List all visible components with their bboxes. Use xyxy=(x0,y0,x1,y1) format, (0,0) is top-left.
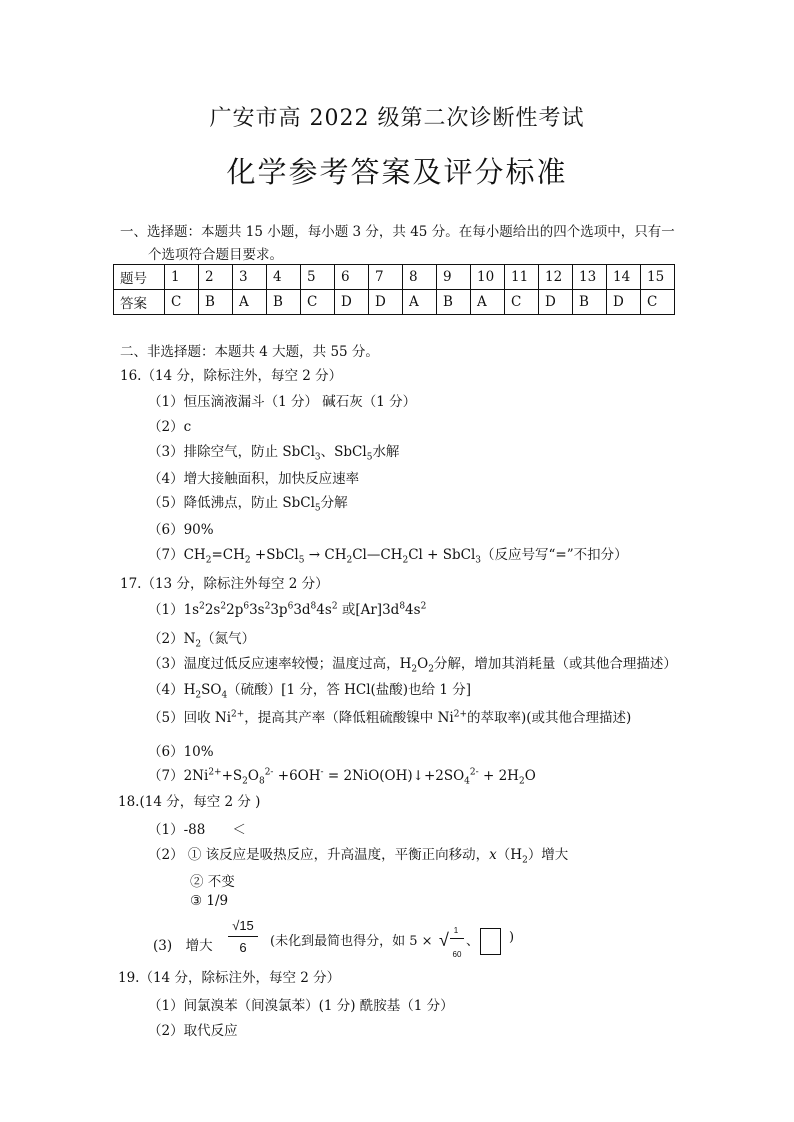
q16-answer-2: （2）c xyxy=(148,419,192,435)
superscript: - xyxy=(320,767,324,778)
q17-a1-p9: 4s xyxy=(405,602,421,618)
q17-a7-p1: （7）2Ni xyxy=(148,768,209,784)
table-cell-number: 9 xyxy=(437,265,471,290)
q18-heading: 18.(14 分，每空 2 分 ) xyxy=(118,794,261,810)
section2-intro: 二、非选择题：本题共 4 大题，共 55 分。 xyxy=(120,344,379,360)
q17-a1-p3: 2p xyxy=(226,602,244,618)
q17-a3-suffix: 分解，增加其消耗量（或其他合理描述） xyxy=(433,656,677,672)
q17-a5-suffix: 的萃取率)(或其他合理描述) xyxy=(467,710,632,726)
document-subtitle: 化学参考答案及评分标准 xyxy=(226,155,568,189)
subscript: 3 xyxy=(314,452,321,463)
q17-a3-o: O xyxy=(417,656,429,672)
subscript: 2 xyxy=(518,776,525,787)
q17-a1-p1: （1）1s xyxy=(148,602,200,618)
q17-a7-p5: = 2NiO(OH)↓+2SO xyxy=(323,768,465,784)
table-cell-number: 14 xyxy=(607,265,641,290)
section1-intro-line2: 个选项符合题目要求。 xyxy=(148,247,283,263)
q17-a5-prefix: （5）回收 Ni xyxy=(148,710,232,726)
table-cell-answer: A xyxy=(233,290,267,315)
q18-answer-2-2: ② 不变 xyxy=(190,874,235,890)
q18-a2-1-x: x xyxy=(489,847,497,863)
table-cell-number: 13 xyxy=(573,265,607,290)
q18-a3-note-numerator: 1 xyxy=(453,926,459,935)
subscript: 2 xyxy=(428,664,434,675)
subscript: 2 xyxy=(195,639,202,650)
q18-answer-2-3: ③ 1/9 xyxy=(190,893,229,909)
q16-answer-4: （4）增大接触面积，加快反应速率 xyxy=(148,471,360,487)
q18-a2-1-prefix: （2） ① 该反应是吸热反应，升高温度，平衡正向移动， xyxy=(148,847,490,863)
table-cell-number: 3 xyxy=(233,265,267,290)
superscript: 2- xyxy=(264,767,274,778)
superscript: 8 xyxy=(399,601,406,612)
q17-answer-4 xyxy=(148,678,472,701)
q16-answer-1: （1）恒压滴液漏斗（1 分） 碱石灰（1 分） xyxy=(148,394,417,410)
q17-a7-p3: O xyxy=(247,768,259,784)
table-row-numbers xyxy=(114,265,675,290)
fraction-bar xyxy=(450,938,464,939)
subscript: 2 xyxy=(522,855,528,866)
sqrt-icon: √ xyxy=(439,930,449,950)
table-cell-answer: C xyxy=(165,290,199,315)
table-header-number: 题号 xyxy=(114,265,165,290)
empty-box xyxy=(480,928,501,955)
answer-table xyxy=(113,264,675,315)
q17-a7-p7: O xyxy=(524,768,536,784)
subscript: 5 xyxy=(298,555,305,566)
q17-a5-mid: ，提高其产率（降低粗硫酸镍中 Ni xyxy=(244,710,454,726)
q17-a2-prefix: （2）N xyxy=(148,631,196,647)
table-cell-number: 1 xyxy=(165,265,199,290)
q19-heading: 19.（14 分，除标注外，每空 2 分） xyxy=(118,970,341,986)
table-cell-number: 7 xyxy=(369,265,403,290)
subscript: 4 xyxy=(464,776,470,787)
table-cell-number: 10 xyxy=(471,265,505,290)
superscript: 2 xyxy=(199,601,205,612)
table-cell-answer: D xyxy=(607,290,641,315)
q18-a3-note-separator: 、 xyxy=(466,934,480,949)
subscript: 8 xyxy=(258,776,265,787)
table-cell-number: 12 xyxy=(539,265,573,290)
q17-a4-suffix: （硫酸）[1 分，答 HCl(盐酸)也给 1 分] xyxy=(227,682,472,698)
q16-answer-5 xyxy=(148,491,348,514)
q16-a7-p7: （反应号写“=”不扣分） xyxy=(481,547,628,563)
table-cell-answer: C xyxy=(301,290,335,315)
q17-a3-prefix: （3）温度过低反应速率较慢；温度过高，H xyxy=(148,656,412,672)
table-cell-answer: A xyxy=(403,290,437,315)
subscript: 5 xyxy=(314,503,321,514)
q16-a3-mid: 、SbCl xyxy=(320,444,367,460)
subscript: 5 xyxy=(366,452,373,463)
q17-answer-2 xyxy=(148,627,256,650)
q16-answer-6: （6）90% xyxy=(148,522,214,538)
exam-title: 广安市高 2022 级第二次诊断性考试 xyxy=(209,106,585,131)
q18-a2-1-end: ）增大 xyxy=(527,847,569,863)
table-cell-answer: B xyxy=(267,290,301,315)
superscript: 2- xyxy=(469,767,479,778)
q17-a7-p6: + 2H xyxy=(478,768,519,784)
q17-answer-5 xyxy=(148,706,631,726)
q16-a7-p5: Cl—CH xyxy=(352,547,403,563)
table-cell-answer: B xyxy=(437,290,471,315)
superscript: 2 xyxy=(264,601,271,612)
q16-a3-prefix: （3）排除空气，防止 SbCl xyxy=(148,444,315,460)
table-cell-number: 8 xyxy=(403,265,437,290)
table-cell-number: 5 xyxy=(301,265,335,290)
q17-a1-p7: 4s xyxy=(316,602,332,618)
q17-a1-p5: 3p xyxy=(270,602,288,618)
subscript: 2 xyxy=(205,555,212,566)
q18-a3-note-end: ) xyxy=(509,930,515,945)
q19-answer-2: （2）取代反应 xyxy=(148,1023,238,1039)
superscript: 8 xyxy=(310,601,317,612)
q18-a2-1-suffix: （H xyxy=(496,847,523,863)
q16-a7-p6: Cl + SbCl xyxy=(408,547,476,563)
superscript: 2+ xyxy=(453,709,467,720)
table-row-answers xyxy=(114,290,675,315)
q18-a3-note: (未化到最简也得分，如 5 × xyxy=(270,934,433,949)
table-cell-answer: D xyxy=(539,290,573,315)
table-cell-answer: B xyxy=(573,290,607,315)
superscript: 6 xyxy=(243,601,250,612)
q17-a7-p2: +S xyxy=(221,768,243,784)
subscript: 2 xyxy=(402,555,409,566)
q16-heading: 16.（14 分，除标注外，每空 2 分） xyxy=(120,368,343,384)
subscript: 2 xyxy=(411,664,418,675)
subscript: 3 xyxy=(475,555,481,566)
subscript: 2 xyxy=(244,555,251,566)
q16-a5-prefix: （5）降低沸点，防止 SbCl xyxy=(148,495,315,511)
q16-a7-p4: → CH xyxy=(304,547,347,563)
table-cell-number: 11 xyxy=(505,265,539,290)
table-cell-number: 6 xyxy=(335,265,369,290)
table-cell-answer: A xyxy=(471,290,505,315)
q18-answer-2-1 xyxy=(148,843,569,866)
table-cell-answer: C xyxy=(505,290,539,315)
q17-a1-p4: 3s xyxy=(249,602,265,618)
q17-a2-suffix: （氮气） xyxy=(201,631,256,647)
q19-answer-1: （1）间氯溴苯（间溴氯苯）(1 分) 酰胺基（1 分） xyxy=(148,998,454,1014)
superscript: 2 xyxy=(331,601,338,612)
superscript: 2 xyxy=(220,601,227,612)
q17-answer-3 xyxy=(148,652,677,675)
q17-answer-7 xyxy=(148,764,536,787)
q17-answer-6: （6）10% xyxy=(148,744,214,760)
q17-a4-so: SO xyxy=(201,682,222,698)
table-header-answer: 答案 xyxy=(114,290,165,315)
q16-a7-p2: =CH xyxy=(211,547,245,563)
q17-a1-p2: 2s xyxy=(204,602,221,618)
q16-answer-7 xyxy=(148,543,628,566)
subscript: 4 xyxy=(221,690,228,701)
q17-a7-p4: +6OH xyxy=(273,768,321,784)
q16-a7-p1: （7）CH xyxy=(148,547,206,563)
superscript: 2+ xyxy=(208,767,222,778)
q17-heading: 17.（13 分，除标注外每空 2 分） xyxy=(120,576,329,592)
superscript: 6 xyxy=(287,601,294,612)
fraction-bar xyxy=(228,936,258,937)
table-cell-answer: C xyxy=(641,290,675,315)
q16-a7-p3: +SbCl xyxy=(250,547,299,563)
subscript: 2 xyxy=(242,776,248,787)
table-cell-number: 15 xyxy=(641,265,675,290)
q16-a5-suffix: 分解 xyxy=(320,495,348,511)
q17-a1-p8: 或[Ar]3d xyxy=(337,602,400,618)
q18-answer-3-label: (3) 增大 xyxy=(153,938,213,954)
table-cell-answer: B xyxy=(199,290,233,315)
q18-answer-1: （1）-88 ＜ xyxy=(148,822,246,838)
superscript: 2+ xyxy=(231,709,245,720)
q16-a3-suffix: 水解 xyxy=(372,444,400,460)
subscript: 2 xyxy=(195,690,202,701)
q18-a3-fraction-denominator: 6 xyxy=(239,940,247,955)
table-cell-answer: D xyxy=(335,290,369,315)
section1-intro-line1: 一、选择题：本题共 15 小题，每小题 3 分，共 45 分。在每小题给出的四个选项中，只有一 xyxy=(120,224,675,240)
q18-a3-fraction-numerator: √15 xyxy=(232,918,254,933)
table-cell-number: 2 xyxy=(199,265,233,290)
q17-answer-1 xyxy=(148,598,426,618)
q18-a3-note-denominator: 60 xyxy=(452,950,462,959)
subscript: 2 xyxy=(346,555,353,566)
table-cell-answer: D xyxy=(369,290,403,315)
superscript: 2 xyxy=(420,601,427,612)
table-cell-number: 4 xyxy=(267,265,301,290)
q17-a1-p6: 3d xyxy=(293,602,311,618)
q16-answer-3 xyxy=(148,440,400,463)
q17-a4-prefix: （4）H xyxy=(148,682,196,698)
